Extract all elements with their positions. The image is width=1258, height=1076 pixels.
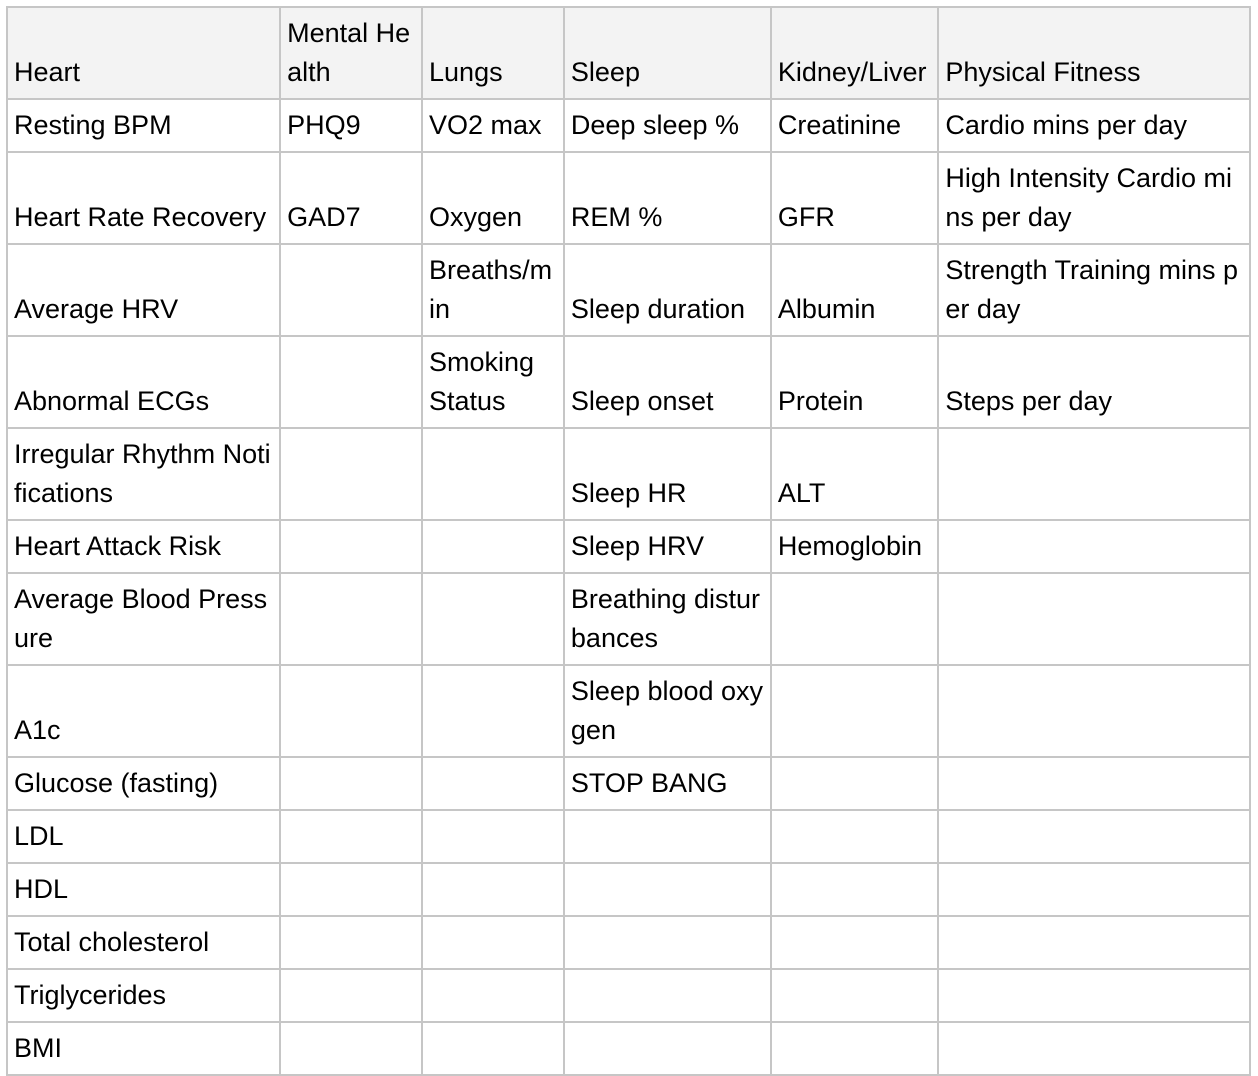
table-cell[interactable]: REM % bbox=[564, 152, 771, 244]
table-row bbox=[7, 1022, 1250, 1075]
table-cell[interactable]: Triglycerides bbox=[7, 969, 280, 1022]
table-row bbox=[7, 969, 1250, 1022]
table-cell[interactable] bbox=[564, 810, 771, 863]
table-cell[interactable] bbox=[280, 810, 422, 863]
table-cell[interactable] bbox=[564, 916, 771, 969]
table-cell[interactable] bbox=[771, 810, 939, 863]
table-cell[interactable] bbox=[938, 573, 1250, 665]
table-row bbox=[7, 428, 1250, 520]
table-cell[interactable] bbox=[422, 665, 564, 757]
table-cell[interactable]: Sleep HRV bbox=[564, 520, 771, 573]
table-cell[interactable]: Total cholesterol bbox=[7, 916, 280, 969]
table-cell[interactable]: PHQ9 bbox=[280, 99, 422, 152]
table-cell[interactable] bbox=[422, 573, 564, 665]
table-cell[interactable]: VO2 max bbox=[422, 99, 564, 152]
table-cell[interactable]: HDL bbox=[7, 863, 280, 916]
table-row bbox=[7, 244, 1250, 336]
table-cell[interactable] bbox=[938, 969, 1250, 1022]
table-cell[interactable]: Sleep HR bbox=[564, 428, 771, 520]
table-cell[interactable] bbox=[280, 520, 422, 573]
table-cell[interactable]: Hemoglobin bbox=[771, 520, 939, 573]
table-cell[interactable] bbox=[938, 428, 1250, 520]
table-cell[interactable] bbox=[564, 969, 771, 1022]
table-cell[interactable] bbox=[280, 573, 422, 665]
column-header-mental-health[interactable]: Mental Health bbox=[280, 7, 422, 99]
table-cell[interactable] bbox=[771, 916, 939, 969]
table-cell[interactable] bbox=[422, 757, 564, 810]
table-row bbox=[7, 810, 1250, 863]
table-cell[interactable] bbox=[771, 863, 939, 916]
table-cell[interactable]: GFR bbox=[771, 152, 939, 244]
table-cell[interactable]: Oxygen bbox=[422, 152, 564, 244]
table-cell[interactable] bbox=[280, 969, 422, 1022]
table-cell[interactable] bbox=[422, 969, 564, 1022]
table-cell[interactable] bbox=[280, 863, 422, 916]
table-cell[interactable] bbox=[564, 863, 771, 916]
table-cell[interactable]: Heart Rate Recovery bbox=[7, 152, 280, 244]
table-cell[interactable] bbox=[938, 1022, 1250, 1075]
table-cell[interactable] bbox=[422, 916, 564, 969]
table-cell[interactable]: Protein bbox=[771, 336, 939, 428]
table-cell[interactable] bbox=[938, 757, 1250, 810]
table-cell[interactable]: Albumin bbox=[771, 244, 939, 336]
table-cell[interactable]: Breaths/min bbox=[422, 244, 564, 336]
table-cell[interactable]: Breathing disturbances bbox=[564, 573, 771, 665]
table-cell[interactable] bbox=[771, 1022, 939, 1075]
table-cell[interactable] bbox=[280, 244, 422, 336]
column-header-kidney-liver[interactable]: Kidney/Liver bbox=[771, 7, 939, 99]
table-cell[interactable] bbox=[564, 1022, 771, 1075]
table-cell[interactable] bbox=[771, 665, 939, 757]
table-cell[interactable] bbox=[771, 969, 939, 1022]
table-cell[interactable] bbox=[938, 863, 1250, 916]
table-cell[interactable]: Cardio mins per day bbox=[938, 99, 1250, 152]
table-cell[interactable] bbox=[422, 863, 564, 916]
table-cell[interactable] bbox=[280, 1022, 422, 1075]
table-row bbox=[7, 916, 1250, 969]
table-row bbox=[7, 863, 1250, 916]
table-cell[interactable] bbox=[938, 665, 1250, 757]
table-row bbox=[7, 152, 1250, 244]
header-row bbox=[7, 7, 1250, 99]
table-cell[interactable]: Irregular Rhythm Notifications bbox=[7, 428, 280, 520]
table-cell[interactable] bbox=[280, 665, 422, 757]
table-cell[interactable]: Heart Attack Risk bbox=[7, 520, 280, 573]
table-cell[interactable]: Average Blood Pressure bbox=[7, 573, 280, 665]
table-cell[interactable]: Sleep blood oxygen bbox=[564, 665, 771, 757]
column-header-sleep[interactable]: Sleep bbox=[564, 7, 771, 99]
table-row bbox=[7, 520, 1250, 573]
column-header-lungs[interactable]: Lungs bbox=[422, 7, 564, 99]
table-cell[interactable] bbox=[280, 336, 422, 428]
table-cell[interactable]: STOP BANG bbox=[564, 757, 771, 810]
table-cell[interactable] bbox=[771, 757, 939, 810]
table-row bbox=[7, 665, 1250, 757]
column-header-heart[interactable]: Heart bbox=[7, 7, 280, 99]
table-cell[interactable] bbox=[280, 757, 422, 810]
table-cell[interactable] bbox=[422, 810, 564, 863]
table-cell[interactable] bbox=[280, 428, 422, 520]
table-cell[interactable] bbox=[938, 520, 1250, 573]
table-cell[interactable]: Smoking Status bbox=[422, 336, 564, 428]
table-cell[interactable]: Glucose (fasting) bbox=[7, 757, 280, 810]
table-cell[interactable]: Sleep duration bbox=[564, 244, 771, 336]
table-cell[interactable]: Abnormal ECGs bbox=[7, 336, 280, 428]
table-cell[interactable] bbox=[422, 520, 564, 573]
table-cell[interactable]: LDL bbox=[7, 810, 280, 863]
table-cell[interactable] bbox=[938, 916, 1250, 969]
table-cell[interactable]: Creatinine bbox=[771, 99, 939, 152]
table-cell[interactable]: ALT bbox=[771, 428, 939, 520]
table-row bbox=[7, 573, 1250, 665]
table-row bbox=[7, 336, 1250, 428]
table-cell[interactable] bbox=[280, 916, 422, 969]
table-cell[interactable]: Strength Training mins per day bbox=[938, 244, 1250, 336]
table-cell[interactable]: GAD7 bbox=[280, 152, 422, 244]
table-cell[interactable]: Steps per day bbox=[938, 336, 1250, 428]
table-cell[interactable]: Average HRV bbox=[7, 244, 280, 336]
table-cell[interactable] bbox=[938, 810, 1250, 863]
table-cell[interactable]: Resting BPM bbox=[7, 99, 280, 152]
table-cell[interactable]: High Intensity Cardio mins per day bbox=[938, 152, 1250, 244]
table-row bbox=[7, 757, 1250, 810]
column-header-physical-fitness[interactable]: Physical Fitness bbox=[938, 7, 1250, 99]
table-cell[interactable]: A1c bbox=[7, 665, 280, 757]
spreadsheet bbox=[6, 6, 1251, 1076]
health-metrics-table bbox=[6, 6, 1251, 1076]
table-cell[interactable] bbox=[422, 428, 564, 520]
table-cell[interactable] bbox=[422, 1022, 564, 1075]
table-cell[interactable]: BMI bbox=[7, 1022, 280, 1075]
table-cell[interactable] bbox=[771, 573, 939, 665]
table-cell[interactable]: Sleep onset bbox=[564, 336, 771, 428]
table-row bbox=[7, 99, 1250, 152]
table-cell[interactable]: Deep sleep % bbox=[564, 99, 771, 152]
